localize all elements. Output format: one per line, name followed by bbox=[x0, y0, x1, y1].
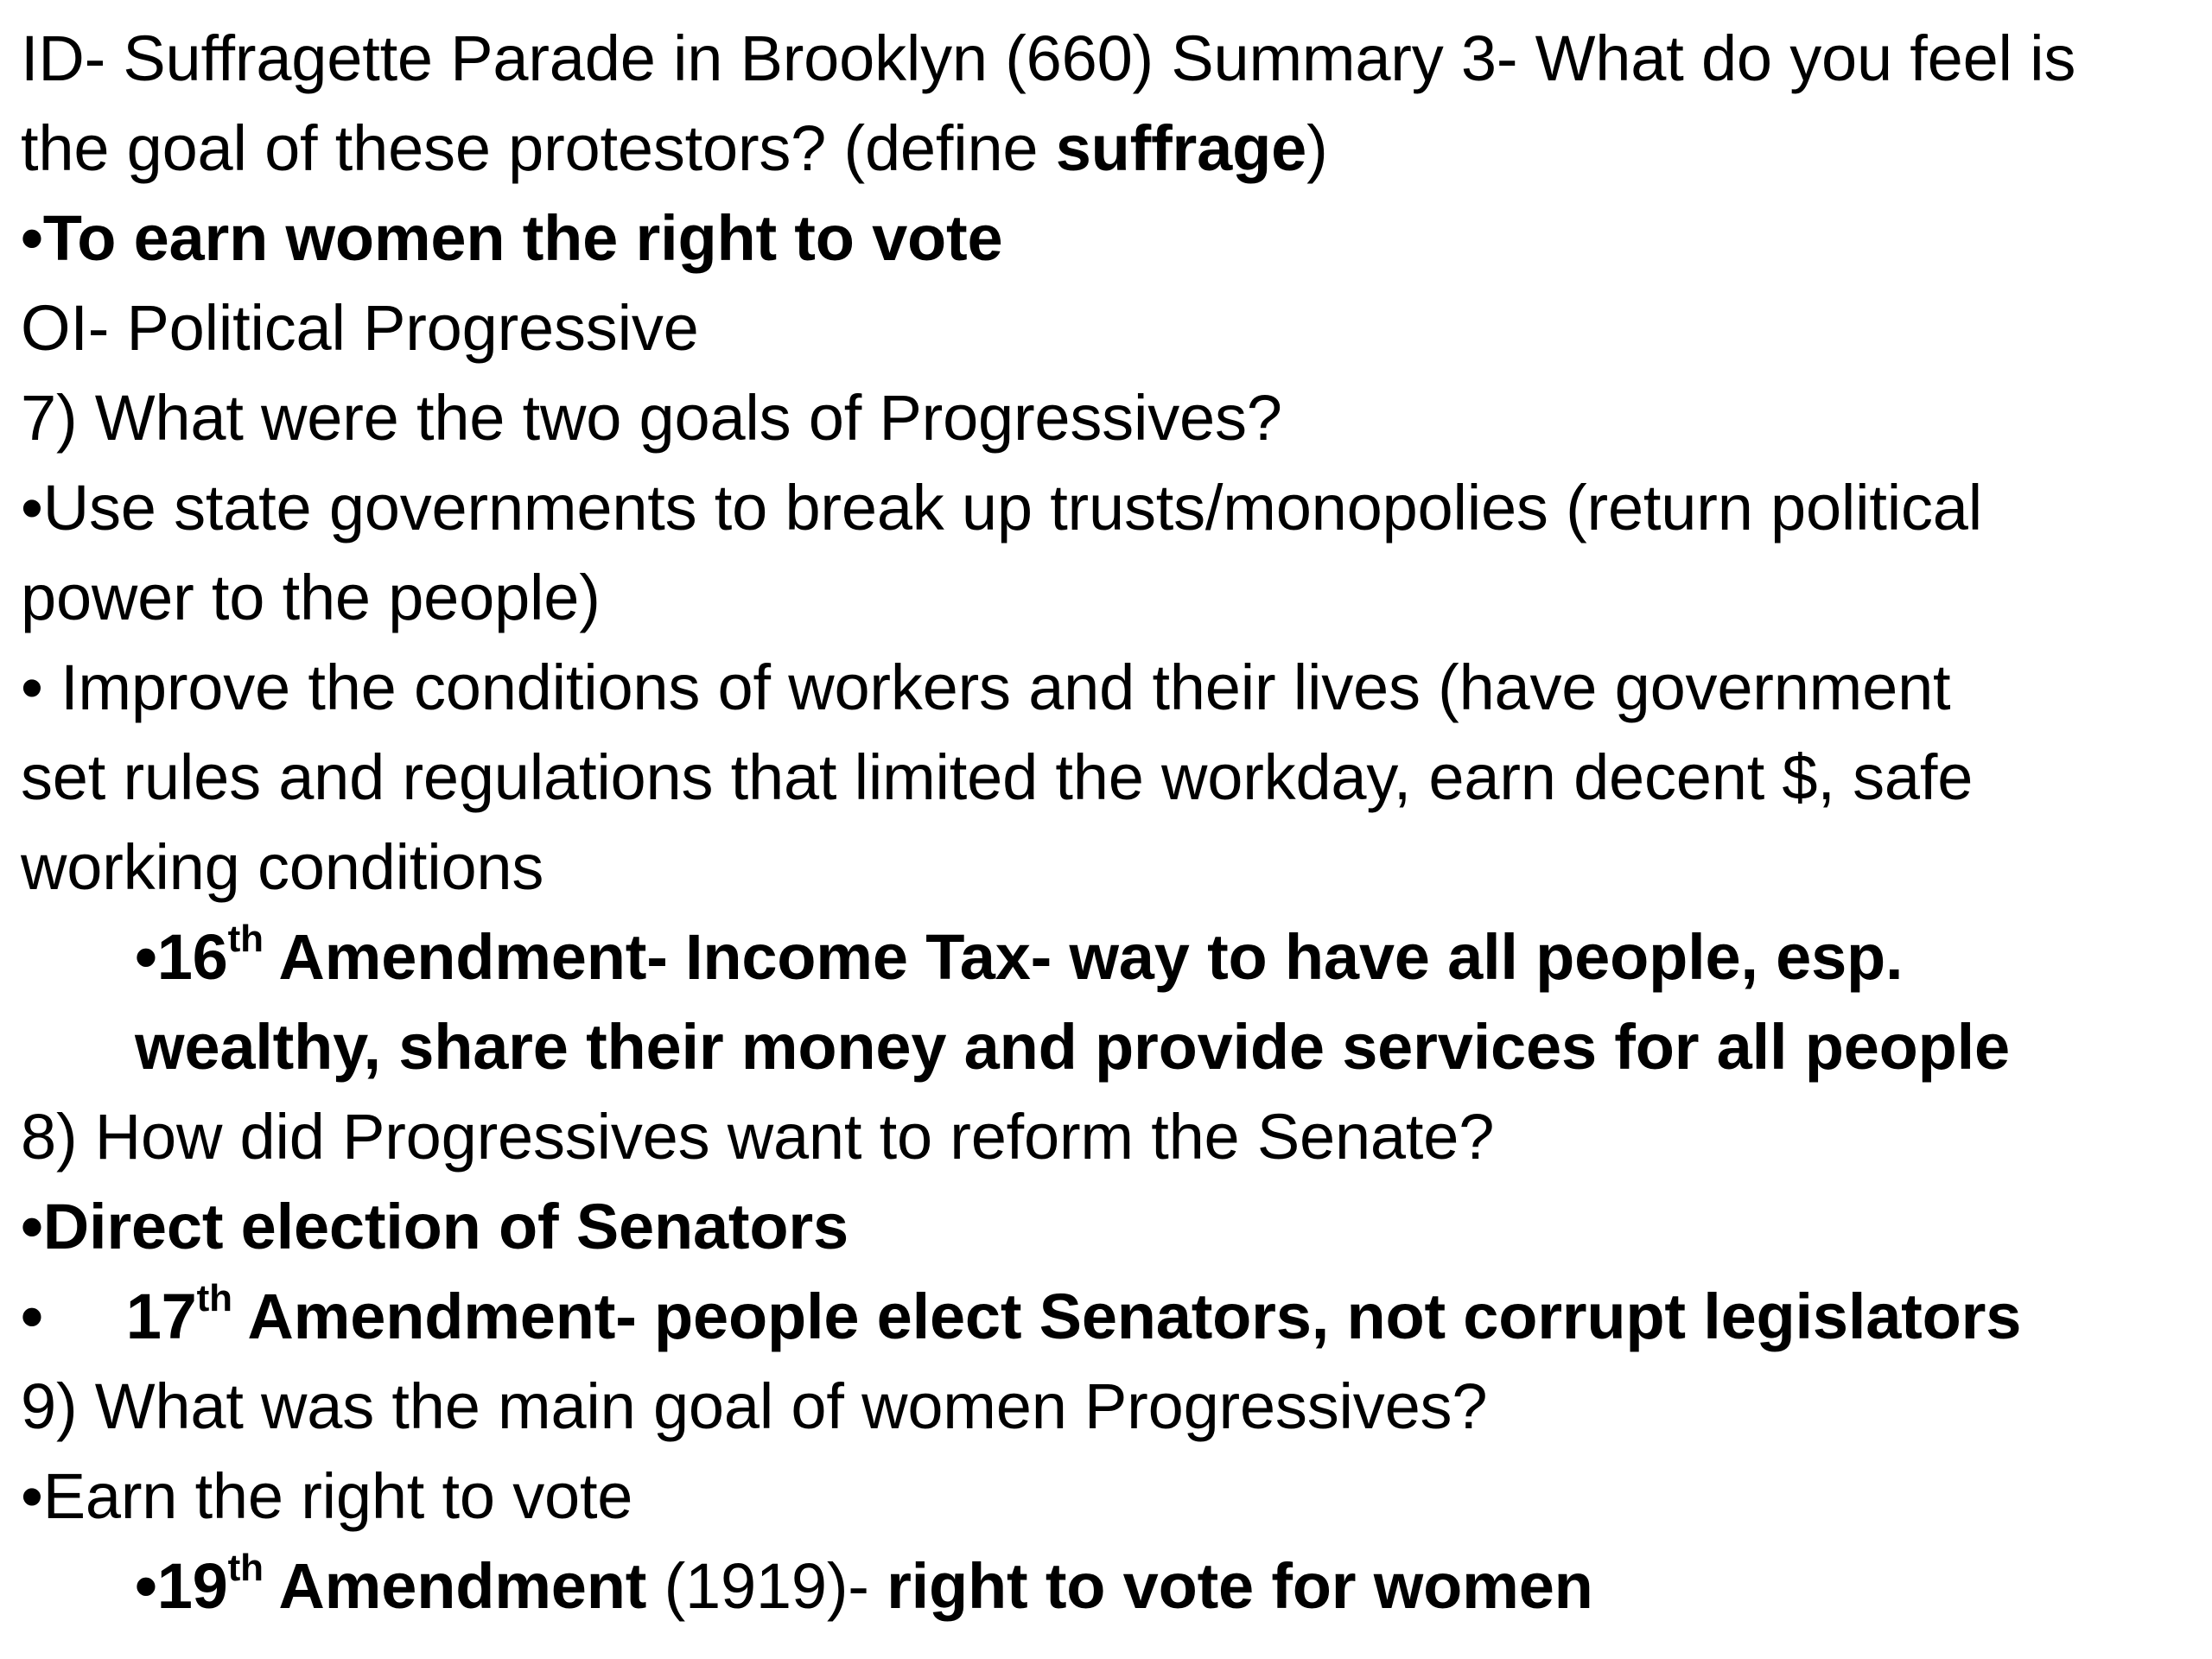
text-suffrage-term: suffrage bbox=[1055, 112, 1307, 184]
text-goal-2-end: working conditions bbox=[21, 831, 544, 903]
text-19-number: 19 bbox=[156, 1550, 228, 1622]
text-goal-2: • Improve the conditions of workers and their lives (have government bbox=[21, 652, 1951, 723]
text-17-number: 17 bbox=[125, 1281, 197, 1352]
line-goal-2-end bbox=[21, 823, 543, 912]
line-goal-2 bbox=[21, 643, 1950, 733]
bullet-icon: • bbox=[135, 1550, 157, 1622]
text-question-9: 9) What was the main goal of women Progressives? bbox=[21, 1370, 1488, 1442]
text-16th-amendment: Amendment- Income Tax- way to have all people, esp. bbox=[263, 921, 1904, 993]
bullet-icon: • bbox=[21, 1191, 43, 1262]
line-oi-political bbox=[21, 283, 699, 373]
text-direct-election: Direct election of Senators bbox=[42, 1191, 849, 1262]
text-16th-amendment-cont: wealthy, share their money and provide services for all people bbox=[135, 1011, 2010, 1083]
text-earn-vote: •Earn the right to vote bbox=[21, 1460, 633, 1532]
line-id-summary-question bbox=[21, 14, 2075, 104]
line-direct-election bbox=[21, 1182, 849, 1272]
text-answer-vote: To earn women the right to vote bbox=[42, 202, 1003, 274]
text-goal-1-cont: power to the people) bbox=[21, 562, 601, 633]
line-16th-amendment bbox=[135, 912, 1903, 1002]
text-question-7: 7) What were the two goals of Progressives? bbox=[21, 382, 1282, 454]
line-goal-question bbox=[21, 104, 1328, 194]
text-17th-amendment: Amendment- people elect Senators, not corrupt legislators bbox=[232, 1281, 2022, 1352]
line-earn-vote bbox=[21, 1452, 632, 1541]
text-19-suffix: th bbox=[227, 1547, 264, 1590]
text-goal-2-cont: set rules and regulations that limited the workday, earn decent $, safe bbox=[21, 741, 1974, 813]
text-goal-question: the goal of these protestors? (define bbox=[21, 112, 1056, 184]
text-17-suffix: th bbox=[196, 1277, 232, 1320]
text-right-to-vote-women: right to vote for women bbox=[887, 1550, 1593, 1622]
line-goal-2-cont bbox=[21, 733, 1973, 823]
line-goal-1-cont bbox=[21, 553, 601, 643]
text-16-suffix: th bbox=[227, 918, 264, 961]
line-question-7 bbox=[21, 373, 1282, 463]
bullet-icon: • bbox=[21, 1281, 43, 1352]
text-goal-1: •Use state governments to break up trusts/monopolies (return political bbox=[21, 472, 1982, 543]
line-question-8 bbox=[21, 1092, 1494, 1182]
line-16th-amendment-cont bbox=[135, 1002, 2010, 1092]
line-goal-1 bbox=[21, 463, 1982, 553]
text-1919-year: (1919)- bbox=[646, 1550, 887, 1622]
line-17th-amendment bbox=[21, 1272, 2021, 1362]
text-16-number: 16 bbox=[156, 921, 228, 993]
line-answer-vote bbox=[21, 194, 1002, 283]
text-oi-political: OI- Political Progressive bbox=[21, 292, 699, 364]
bullet-icon: • bbox=[135, 921, 157, 993]
bullet-icon: • bbox=[21, 202, 43, 274]
text-close-paren: ) bbox=[1306, 112, 1328, 184]
line-question-9 bbox=[21, 1362, 1487, 1452]
text-id-summary: ID- Suffragette Parade in Brooklyn (660) Summary 3- What do you feel is bbox=[21, 22, 2076, 94]
line-19th-amendment bbox=[135, 1541, 1593, 1631]
text-question-8: 8) How did Progressives want to reform the Senate? bbox=[21, 1101, 1495, 1173]
text-19th-amendment: Amendment bbox=[263, 1550, 647, 1622]
